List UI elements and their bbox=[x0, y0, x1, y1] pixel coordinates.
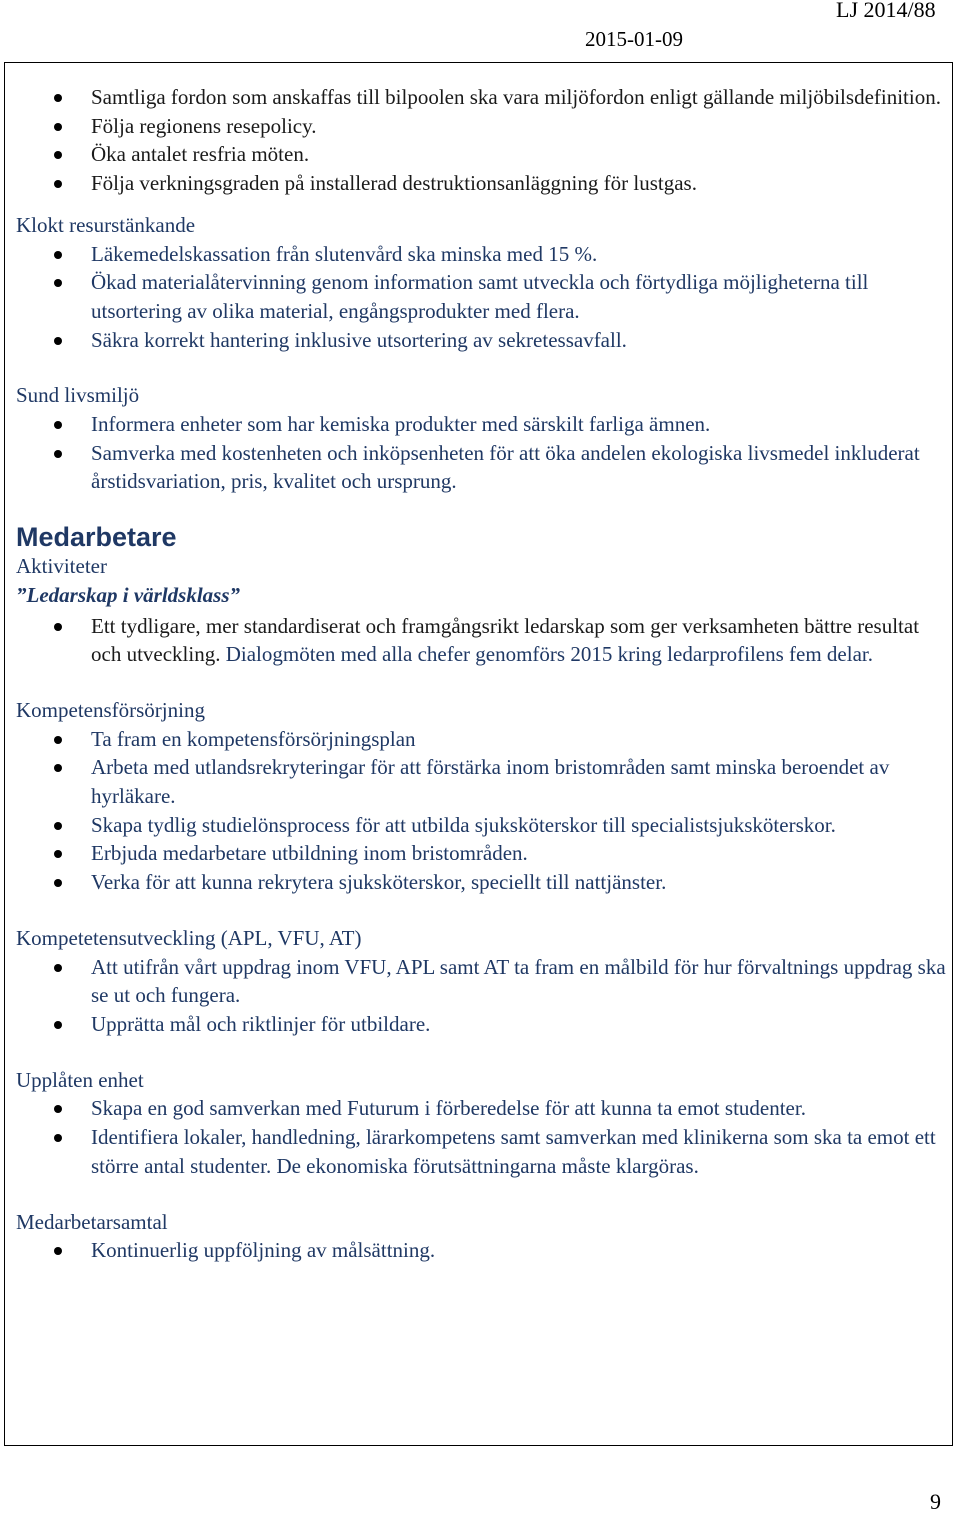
bullet-icon bbox=[54, 850, 62, 858]
bullet-icon bbox=[54, 151, 62, 159]
kompetensutveckling-list bbox=[16, 953, 946, 1039]
list-item: Läkemedelskassation från slutenvård ska minska med 15 %. bbox=[16, 240, 946, 269]
list-item: Skapa en god samverkan med Futurum i förberedelse för att kunna ta emot studenter. bbox=[16, 1094, 946, 1123]
list-item: Informera enheter som har kemiska produkter med särskilt farliga ämnen. bbox=[16, 410, 946, 439]
list-item: Kontinuerlig uppföljning av målsättning. bbox=[16, 1236, 946, 1265]
content-box bbox=[4, 62, 953, 1446]
list-item: Identifiera lokaler, handledning, lärarkompetens samt samverkan med klinikerna som ska ta emot ett större antal studenter. De ekonomiska förutsättningarna måste klargöras. bbox=[16, 1123, 946, 1180]
klokt-list bbox=[16, 240, 946, 355]
bullet-icon bbox=[54, 180, 62, 188]
ledarskap-list bbox=[16, 612, 946, 669]
list-item: Samverka med kostenheten och inköpsenheten för att öka andelen ekologiska livsmedel inkluderat årstidsvariation, pris, kvalitet och ursprung. bbox=[16, 439, 946, 496]
section-heading-medarbetarsamtal: Medarbetarsamtal bbox=[16, 1209, 168, 1234]
bullet-icon bbox=[54, 1021, 62, 1029]
list-item: Ökad materialåtervinning genom information samt utveckla och förtydliga möjligheterna till utsortering av olika material, engångsprodukter med flera. bbox=[16, 268, 946, 325]
list-item: Upprätta mål och riktlinjer för utbildare. bbox=[16, 1010, 946, 1039]
bullet-icon bbox=[54, 764, 62, 772]
list-item: Arbeta med utlandsrekryteringar för att förstärka inom bristområden samt minska beroendet av hyrläkare. bbox=[16, 753, 946, 810]
list-item: Skapa tydlig studielönsprocess för att utbilda sjuksköterskor till specialistsjuksköterskor. bbox=[16, 811, 946, 840]
kompetensforsorjning-list bbox=[16, 725, 946, 897]
header-reference: LJ 2014/88 bbox=[836, 0, 936, 22]
section-heading-klokt: Klokt resurstänkande bbox=[16, 212, 196, 237]
bullet-icon bbox=[54, 879, 62, 887]
list-item: Säkra korrekt hantering inklusive utsortering av sekretessavfall. bbox=[16, 326, 946, 355]
bullet-icon bbox=[54, 251, 62, 259]
medarbetarsamtal-list bbox=[16, 1236, 946, 1265]
section-heading-kompetensutveckling: Kompetetensutveckling (APL, VFU, AT) bbox=[16, 925, 362, 950]
list-item: Ta fram en kompetensförsörjningsplan bbox=[16, 725, 946, 754]
bullet-icon bbox=[54, 1247, 62, 1255]
sund-list bbox=[16, 410, 946, 496]
page-number: 9 bbox=[930, 1489, 941, 1514]
section-heading-upplaten: Upplåten enhet bbox=[16, 1067, 144, 1092]
list-item: Ett tydligare, mer standardiserat och framgångsrikt ledarskap som ger verksamheten bättre resultat och utveckling. Dialogmöten med alla chefer genomförs 2015 kring ledarprofilens fem delar. bbox=[16, 612, 946, 669]
intro-list bbox=[16, 83, 946, 198]
bullet-icon bbox=[54, 822, 62, 830]
list-item: Följa regionens resepolicy. bbox=[16, 112, 946, 141]
list-item: Verka för att kunna rekrytera sjuksköterskor, speciellt till nattjänster. bbox=[16, 868, 946, 897]
bullet-icon bbox=[54, 421, 62, 429]
subheading-aktiviteter: Aktiviteter bbox=[16, 554, 107, 579]
section-heading-medarbetare: Medarbetare bbox=[16, 522, 177, 553]
list-item: Att utifrån vårt uppdrag inom VFU, APL samt AT ta fram en målbild för hur förvaltnings uppdrag ska se ut och fungera. bbox=[16, 953, 946, 1010]
bullet-icon bbox=[54, 623, 62, 631]
list-item: Öka antalet resfria möten. bbox=[16, 140, 946, 169]
header-date: 2015-01-09 bbox=[585, 27, 683, 51]
subheading-ledarskap: ”Ledarskap i världsklass” bbox=[16, 582, 241, 607]
section-heading-sund: Sund livsmiljö bbox=[16, 383, 140, 408]
bullet-icon bbox=[54, 1105, 62, 1113]
list-item: Erbjuda medarbetare utbildning inom bristområden. bbox=[16, 839, 946, 868]
bullet-icon bbox=[54, 94, 62, 102]
section-heading-kompetensforsorjning: Kompetensförsörjning bbox=[16, 697, 205, 722]
bullet-icon bbox=[54, 337, 62, 345]
content bbox=[16, 83, 946, 1265]
bullet-icon bbox=[54, 279, 62, 287]
bullet-icon bbox=[54, 450, 62, 458]
list-item: Samtliga fordon som anskaffas till bilpoolen ska vara miljöfordon enligt gällande miljöbilsdefinition. bbox=[16, 83, 946, 112]
bullet-icon bbox=[54, 736, 62, 744]
bullet-icon bbox=[54, 123, 62, 131]
upplaten-list bbox=[16, 1094, 946, 1180]
bullet-icon bbox=[54, 1134, 62, 1142]
list-item: Följa verkningsgraden på installerad destruktionsanläggning för lustgas. bbox=[16, 169, 946, 198]
bullet-icon bbox=[54, 964, 62, 972]
